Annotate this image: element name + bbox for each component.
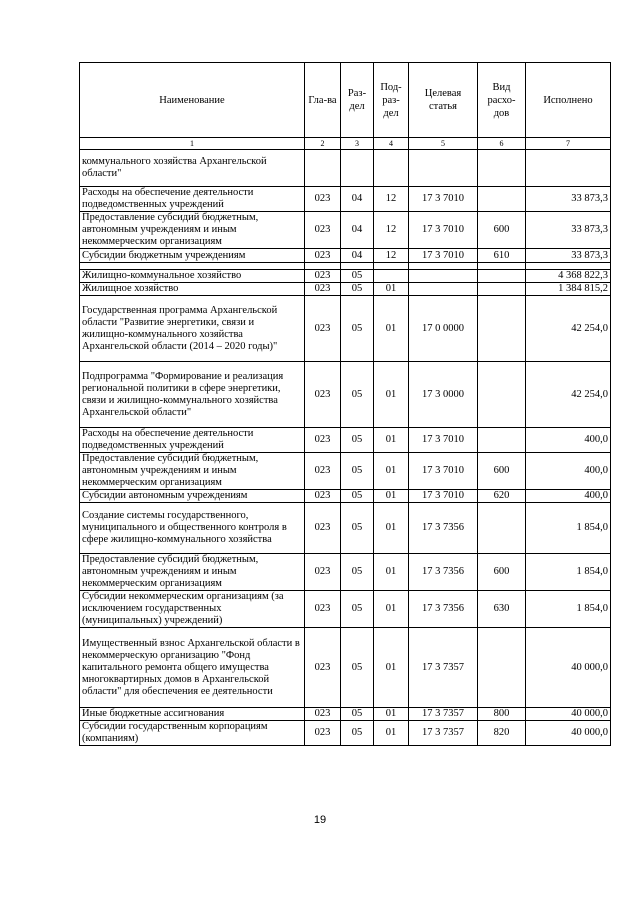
cell-expense-type	[478, 263, 526, 270]
cell-expense-type	[478, 428, 526, 453]
cell-podrazdel: 01	[374, 362, 409, 428]
table-row	[80, 270, 611, 283]
cell-expense-type	[478, 503, 526, 554]
cell-amount	[526, 263, 611, 270]
cell-razdel: 04	[341, 187, 374, 212]
cell-amount: 40 000,0	[526, 628, 611, 708]
cell-razdel: 05	[341, 503, 374, 554]
cell-podrazdel: 01	[374, 283, 409, 296]
cell-podrazdel: 01	[374, 428, 409, 453]
column-number: 1	[80, 138, 305, 150]
table-row	[80, 187, 611, 212]
cell-target-article: 17 3 7357	[409, 628, 478, 708]
cell-expense-type	[478, 187, 526, 212]
cell-target-article: 17 3 7010	[409, 212, 478, 249]
column-number: 3	[341, 138, 374, 150]
cell-name: Государственная программа Архангельской области "Развитие энергетики, связи и жилищно-коммунального хозяйства Архангельской области (2014 – 2020 годы)"	[80, 296, 305, 362]
cell-name: Субсидии государственным корпорациям (компаниям)	[80, 721, 305, 746]
cell-razdel: 05	[341, 490, 374, 503]
cell-target-article: 17 3 7010	[409, 453, 478, 490]
cell-expense-type: 600	[478, 212, 526, 249]
cell-podrazdel	[374, 270, 409, 283]
cell-glava: 023	[305, 628, 341, 708]
cell-target-article: 17 3 7356	[409, 591, 478, 628]
cell-expense-type: 800	[478, 708, 526, 721]
column-number-row	[80, 138, 611, 150]
cell-name: Предоставление субсидий бюджетным, автономным учреждениям и иным некоммерческим организациям	[80, 554, 305, 591]
header-glava: Гла-ва	[305, 63, 341, 138]
cell-target-article: 17 3 7357	[409, 721, 478, 746]
cell-expense-type: 600	[478, 554, 526, 591]
cell-amount: 400,0	[526, 453, 611, 490]
cell-amount: 42 254,0	[526, 296, 611, 362]
table-row	[80, 628, 611, 708]
cell-razdel: 04	[341, 249, 374, 263]
cell-expense-type	[478, 296, 526, 362]
cell-podrazdel: 12	[374, 249, 409, 263]
table-row	[80, 503, 611, 554]
cell-amount	[526, 150, 611, 187]
cell-podrazdel: 12	[374, 212, 409, 249]
cell-glava: 023	[305, 503, 341, 554]
cell-expense-type	[478, 362, 526, 428]
cell-name: Субсидии автономным учреждениям	[80, 490, 305, 503]
cell-razdel: 05	[341, 554, 374, 591]
cell-glava: 023	[305, 428, 341, 453]
column-number: 2	[305, 138, 341, 150]
cell-amount: 40 000,0	[526, 721, 611, 746]
cell-podrazdel: 01	[374, 721, 409, 746]
cell-razdel: 05	[341, 362, 374, 428]
cell-amount: 40 000,0	[526, 708, 611, 721]
cell-amount: 42 254,0	[526, 362, 611, 428]
cell-glava: 023	[305, 708, 341, 721]
table-row	[80, 296, 611, 362]
header-razdel: Раз-дел	[341, 63, 374, 138]
header-amount: Исполнено	[526, 63, 611, 138]
cell-razdel: 05	[341, 708, 374, 721]
cell-podrazdel	[374, 150, 409, 187]
cell-razdel: 05	[341, 270, 374, 283]
cell-glava	[305, 150, 341, 187]
cell-glava: 023	[305, 453, 341, 490]
cell-target-article	[409, 270, 478, 283]
cell-glava: 023	[305, 212, 341, 249]
header-podrazdel: Под-раз-дел	[374, 63, 409, 138]
cell-razdel: 05	[341, 296, 374, 362]
cell-glava: 023	[305, 296, 341, 362]
cell-name: Иные бюджетные ассигнования	[80, 708, 305, 721]
cell-razdel: 05	[341, 628, 374, 708]
budget-execution-table	[79, 62, 611, 746]
cell-target-article: 17 0 0000	[409, 296, 478, 362]
cell-name: Создание системы государственного, муниципального и общественного контроля в сфере жилищно-коммунального хозяйства	[80, 503, 305, 554]
cell-name: Предоставление субсидий бюджетным, автономным учреждениям и иным некоммерческим организациям	[80, 212, 305, 249]
cell-name: Жилищно-коммунальное хозяйство	[80, 270, 305, 283]
cell-amount: 400,0	[526, 490, 611, 503]
table-row	[80, 249, 611, 263]
cell-podrazdel: 01	[374, 296, 409, 362]
cell-razdel: 05	[341, 283, 374, 296]
page-number: 19	[313, 814, 327, 826]
cell-glava: 023	[305, 270, 341, 283]
cell-razdel: 04	[341, 212, 374, 249]
table-row	[80, 428, 611, 453]
header-row	[80, 63, 611, 138]
cell-razdel: 05	[341, 453, 374, 490]
cell-glava: 023	[305, 249, 341, 263]
cell-target-article: 17 3 0000	[409, 362, 478, 428]
cell-podrazdel: 01	[374, 490, 409, 503]
cell-target-article	[409, 263, 478, 270]
cell-target-article: 17 3 7010	[409, 187, 478, 212]
cell-name	[80, 263, 305, 270]
cell-target-article: 17 3 7357	[409, 708, 478, 721]
cell-amount: 33 873,3	[526, 187, 611, 212]
cell-target-article	[409, 150, 478, 187]
cell-podrazdel: 01	[374, 591, 409, 628]
cell-amount: 1 854,0	[526, 503, 611, 554]
column-number: 5	[409, 138, 478, 150]
cell-name: коммунального хозяйства Архангельской области"	[80, 150, 305, 187]
column-number: 4	[374, 138, 409, 150]
cell-name: Имущественный взнос Архангельской области в некоммерческую организацию "Фонд капитального ремонта общего имущества многоквартирных домов в Архангельской области" для обеспечения ее деятельности	[80, 628, 305, 708]
table-row	[80, 283, 611, 296]
cell-amount: 33 873,3	[526, 249, 611, 263]
table-row	[80, 362, 611, 428]
cell-podrazdel: 01	[374, 628, 409, 708]
cell-expense-type	[478, 270, 526, 283]
cell-expense-type	[478, 150, 526, 187]
cell-podrazdel: 01	[374, 708, 409, 721]
cell-glava: 023	[305, 554, 341, 591]
table-row	[80, 708, 611, 721]
table-row	[80, 263, 611, 270]
cell-amount: 1 384 815,2	[526, 283, 611, 296]
cell-amount: 33 873,3	[526, 212, 611, 249]
cell-podrazdel: 01	[374, 554, 409, 591]
cell-target-article: 17 3 7010	[409, 490, 478, 503]
cell-target-article: 17 3 7010	[409, 249, 478, 263]
cell-glava	[305, 263, 341, 270]
cell-podrazdel: 01	[374, 453, 409, 490]
table-row	[80, 554, 611, 591]
cell-glava: 023	[305, 283, 341, 296]
cell-expense-type: 600	[478, 453, 526, 490]
table-row	[80, 150, 611, 187]
cell-expense-type	[478, 283, 526, 296]
table-row	[80, 490, 611, 503]
cell-amount: 1 854,0	[526, 554, 611, 591]
header-name: Наименование	[80, 63, 305, 138]
cell-target-article: 17 3 7356	[409, 554, 478, 591]
cell-name: Предоставление субсидий бюджетным, автономным учреждениям и иным некоммерческим организациям	[80, 453, 305, 490]
cell-razdel: 05	[341, 591, 374, 628]
cell-glava: 023	[305, 362, 341, 428]
cell-amount: 1 854,0	[526, 591, 611, 628]
cell-podrazdel: 01	[374, 503, 409, 554]
cell-razdel	[341, 263, 374, 270]
cell-name: Субсидии бюджетным учреждениям	[80, 249, 305, 263]
cell-glava: 023	[305, 721, 341, 746]
cell-expense-type: 820	[478, 721, 526, 746]
cell-glava: 023	[305, 187, 341, 212]
cell-expense-type	[478, 628, 526, 708]
cell-amount: 4 368 822,3	[526, 270, 611, 283]
table-row	[80, 212, 611, 249]
cell-razdel	[341, 150, 374, 187]
cell-expense-type: 610	[478, 249, 526, 263]
cell-expense-type: 630	[478, 591, 526, 628]
cell-glava: 023	[305, 591, 341, 628]
table-row	[80, 453, 611, 490]
cell-expense-type: 620	[478, 490, 526, 503]
cell-amount: 400,0	[526, 428, 611, 453]
cell-razdel: 05	[341, 721, 374, 746]
cell-name: Подпрограмма "Формирование и реализация региональной политики в сфере энергетики, связи и жилищно-коммунального хозяйства Архангельской области"	[80, 362, 305, 428]
header-statya: Целевая статья	[409, 63, 478, 138]
table-body	[80, 150, 611, 746]
cell-target-article: 17 3 7356	[409, 503, 478, 554]
cell-name: Жилищное хозяйство	[80, 283, 305, 296]
cell-name: Субсидии некоммерческим организациям (за исключением государственных (муниципальных) учреждений)	[80, 591, 305, 628]
column-number: 7	[526, 138, 611, 150]
cell-razdel: 05	[341, 428, 374, 453]
cell-podrazdel: 12	[374, 187, 409, 212]
table-row	[80, 591, 611, 628]
cell-podrazdel	[374, 263, 409, 270]
table-row	[80, 721, 611, 746]
column-number: 6	[478, 138, 526, 150]
cell-target-article: 17 3 7010	[409, 428, 478, 453]
cell-target-article	[409, 283, 478, 296]
cell-name: Расходы на обеспечение деятельности подведомственных учреждений	[80, 428, 305, 453]
header-vid: Вид расхо-дов	[478, 63, 526, 138]
cell-glava: 023	[305, 490, 341, 503]
cell-name: Расходы на обеспечение деятельности подведомственных учреждений	[80, 187, 305, 212]
